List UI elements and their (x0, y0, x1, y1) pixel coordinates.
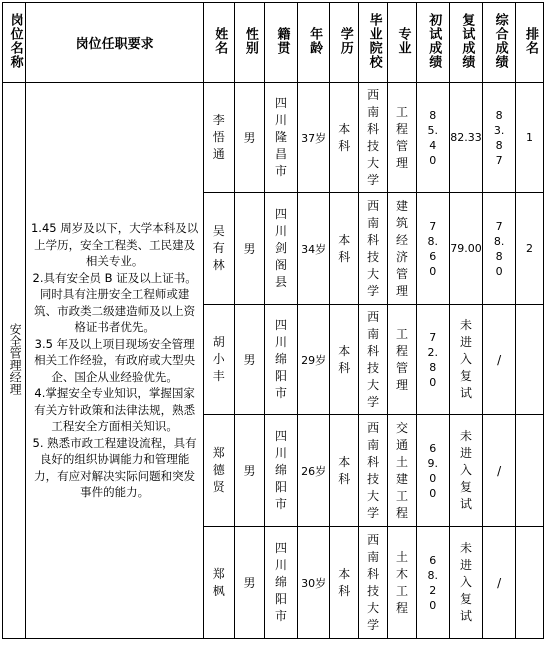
candidate-age: 26岁 (297, 415, 330, 527)
candidate-major: 工程管理 (388, 83, 417, 193)
candidate-age: 29岁 (297, 305, 330, 415)
header-age: 年龄 (297, 3, 330, 83)
candidate-gender: 男 (234, 415, 265, 527)
candidate-retest-score: 未进入复试 (449, 415, 483, 527)
candidate-retest-score: 未进入复试 (449, 305, 483, 415)
candidate-initial-score: 69.00 (416, 415, 449, 527)
header-name: 姓名 (203, 3, 234, 83)
candidate-gender: 男 (234, 305, 265, 415)
header-initial-score: 初试成绩 (416, 3, 449, 83)
candidate-origin: 四川剑阁县 (265, 193, 298, 305)
header-retest-score: 复试成绩 (449, 3, 483, 83)
candidate-origin: 四川绵阳市 (265, 527, 298, 639)
candidate-total-score: / (483, 305, 516, 415)
candidate-age: 37岁 (297, 83, 330, 193)
candidate-school: 西南科技大学 (359, 527, 388, 639)
recruitment-results-table (2, 2, 544, 639)
candidate-initial-score: 85.40 (416, 83, 449, 193)
candidate-education: 本科 (330, 527, 359, 639)
candidate-rank: 1 (515, 83, 543, 193)
candidate-rank: 2 (515, 193, 543, 305)
position-name-cell: 安全管理经理 (3, 83, 26, 639)
requirement-item: 1.45 周岁及以下，大学本科及以上学历，安全工程类、工民建及相关专业。 (30, 221, 199, 269)
candidate-total-score: 83.87 (483, 83, 516, 193)
candidate-major: 建筑经济管理 (388, 193, 417, 305)
candidate-education: 本科 (330, 415, 359, 527)
candidate-name: 李悟通 (203, 83, 234, 193)
candidate-major: 工程管理 (388, 305, 417, 415)
candidate-total-score: / (483, 415, 516, 527)
requirement-item: 2.具有安全员 B 证及以上证书。同时具有注册安全工程师或建筑、市政类二级建造师及以上资格证书者优先。 (32, 270, 197, 335)
header-major: 专业 (388, 3, 417, 83)
candidate-school: 西南科技大学 (359, 305, 388, 415)
header-origin: 籍贯 (265, 3, 298, 83)
header-school: 毕业院校 (359, 3, 388, 83)
candidate-rank (515, 305, 543, 415)
candidate-retest-score: 79.00 (449, 193, 483, 305)
candidate-gender: 男 (234, 193, 265, 305)
requirement-item: 5. 熟悉市政工程建设流程，具有良好的组织协调能力和管理能力，有应对解决实际问题和突发事件的能力。 (32, 435, 197, 500)
candidate-name: 郑枫 (203, 527, 234, 639)
candidate-school: 西南科技大学 (359, 415, 388, 527)
candidate-age: 30岁 (297, 527, 330, 639)
requirement-item: 4.掌握安全专业知识，掌握国家有关方针政策和法律法规，熟悉工程安全方面相关知识。 (34, 386, 196, 434)
requirements-cell (26, 83, 204, 639)
candidate-gender: 男 (234, 83, 265, 193)
candidate-age: 34岁 (297, 193, 330, 305)
header-rank: 排名 (515, 3, 543, 83)
header-total-score: 综合成绩 (483, 3, 516, 83)
candidate-major: 交通土建工程 (388, 415, 417, 527)
header-position: 岗位名称 (3, 3, 26, 83)
candidate-name: 郑德贤 (203, 415, 234, 527)
requirements-text (26, 220, 203, 501)
header-gender: 性别 (234, 3, 265, 83)
candidate-school: 西南科技大学 (359, 83, 388, 193)
candidate-retest-score: 82.33 (449, 83, 483, 193)
candidate-retest-score: 未进入复试 (449, 527, 483, 639)
requirement-item: 3.5 年及以上项目现场安全管理相关工作经验，有政府或大型央企、国企从业经验优先。 (34, 336, 196, 384)
candidate-education: 本科 (330, 83, 359, 193)
candidate-gender: 男 (234, 527, 265, 639)
candidate-rank (515, 415, 543, 527)
header-row (3, 3, 544, 83)
table-row (3, 83, 544, 193)
candidate-name: 吴有林 (203, 193, 234, 305)
candidate-initial-score: 78.60 (416, 193, 449, 305)
header-education: 学历 (330, 3, 359, 83)
candidate-initial-score: 68.20 (416, 527, 449, 639)
candidate-total-score: / (483, 527, 516, 639)
candidate-origin: 四川绵阳市 (265, 415, 298, 527)
candidate-name: 胡小丰 (203, 305, 234, 415)
candidate-origin: 四川隆昌市 (265, 83, 298, 193)
candidate-education: 本科 (330, 193, 359, 305)
candidate-education: 本科 (330, 305, 359, 415)
header-requirements: 岗位任职要求 (26, 3, 204, 83)
candidate-rank (515, 527, 543, 639)
candidate-total-score: 78.80 (483, 193, 516, 305)
candidate-initial-score: 72.80 (416, 305, 449, 415)
candidate-origin: 四川绵阳市 (265, 305, 298, 415)
candidate-major: 土木工程 (388, 527, 417, 639)
candidate-school: 西南科技大学 (359, 193, 388, 305)
